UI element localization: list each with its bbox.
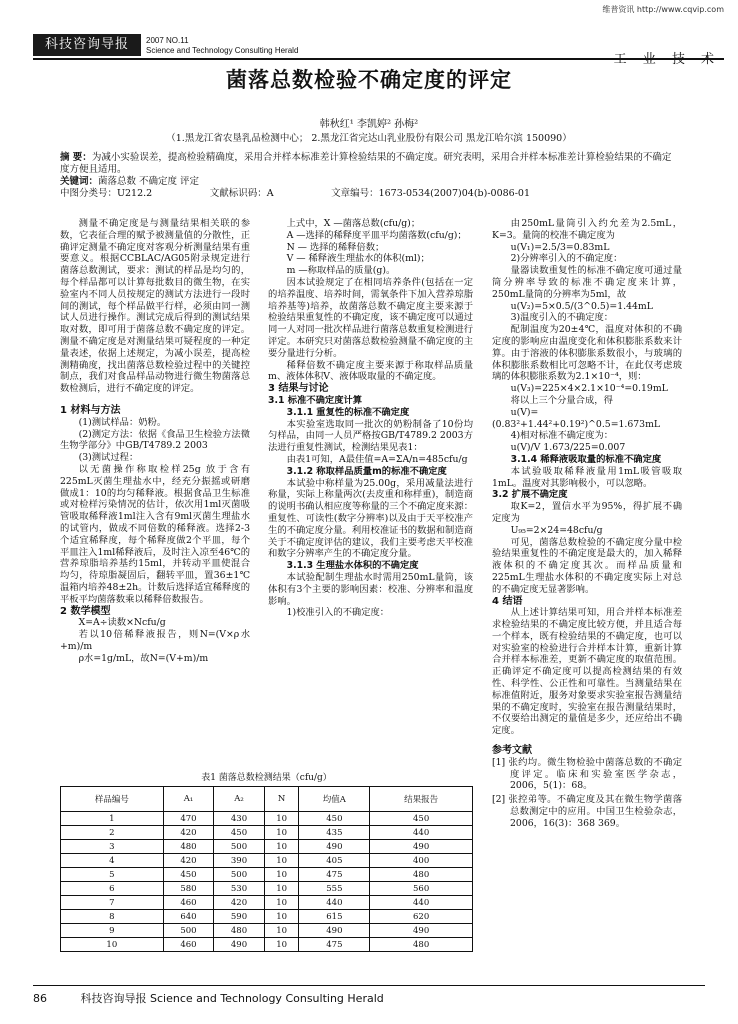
table-cell: 440	[370, 896, 473, 910]
c3-p6: 3)温度引入的不确定度：	[510, 312, 614, 324]
table-cell: 450	[214, 826, 265, 840]
c3-p7: 配制温度为20±4℃，温度对体积的不确定度的影响应由温度变化和体积膨胀系数来计算。由于溶液的体积膨胀系数很小，与玻璃的体积膨胀系数相比可忽略不计，在此仅考虑玻璃的体积膨胀系数为2.1×10⁻⁴，则：	[492, 324, 682, 383]
heading-conclusion: 4 结语	[492, 595, 523, 607]
table-caption: 表1 菌落总数检测结果（cfu/g）	[201, 773, 332, 783]
formula-1: X=A÷读数×Ncfu/g	[78, 617, 166, 629]
table-row	[61, 868, 473, 882]
table-cell: 500	[214, 868, 265, 882]
c3-p9: 将以上三个分量合成，得	[510, 394, 613, 406]
table-cell: 480	[163, 840, 214, 854]
authors: 韩秋红¹ 李凯婷² 孙梅²	[319, 119, 419, 130]
table-cell: 440	[370, 826, 473, 840]
dilution-paragraph: 稀释倍数不确定度主要来源于称取样品质量m、液体体积V、液体吸取量的不确定度。	[268, 359, 473, 383]
formula-3: ρ水=1g/mL，故N=(V+m)/m	[78, 652, 209, 664]
table-cell: 9	[61, 924, 164, 938]
footer	[33, 990, 384, 1006]
abstract-text: 为减小实验误差，提高检验精确度，采用合并样本标准差计算检验结果的不确定度。研究表明，采用合并样本标准差计算检验结果的不确定度方便且适用。	[60, 152, 672, 175]
journal-brand: 科技咨询导报	[33, 34, 141, 56]
table-cell: 620	[370, 910, 473, 924]
table-cell: 490	[214, 938, 265, 952]
c3-uv: u(V)=(0.83²+1.44²+0.19²)^0.5=1.673mL	[492, 406, 661, 430]
heading-3-1-1: 3.1.1 重复性的标准不确定度	[286, 406, 410, 418]
table-row	[61, 826, 473, 840]
abstract-label: 摘 要：	[60, 152, 92, 163]
table-row	[61, 882, 473, 896]
table-cell: 4	[61, 854, 164, 868]
table-cell: 420	[214, 896, 265, 910]
issue-number: 2007 NO.11	[146, 36, 189, 45]
c3-p11: 4)相对标准不确定度为：	[510, 430, 614, 442]
var-m: m —称取样品的质量(g)。	[286, 265, 396, 277]
table-cell: 10	[264, 826, 299, 840]
reference-list	[492, 757, 682, 830]
table-header-cell: A₁	[163, 787, 214, 812]
table-cell: 10	[264, 868, 299, 882]
table-cell: 490	[370, 924, 473, 938]
table-cell: 10	[264, 924, 299, 938]
table-header-cell: 样品编号	[61, 787, 164, 812]
mass-paragraph: 本试验中称样量为25.00g，采用减量法进行称量，实际上称量两次(去皮重和称样重)，制造商的说明书确认相应度等称量的三个不确定度来源：重复性、可读性(数字分辨率)以及由于天平校准产生的不确定度分量。利用校准证书的数据和制造商关于不确定度评估的建议，我们主要考虑天平校准和数字分辨率产生的不确定度分量。	[268, 477, 473, 560]
c3-uv3: u(V₃)=225×4×2.1×10⁻⁴=0.19mL	[510, 383, 668, 395]
table-cell: 420	[163, 854, 214, 868]
affiliation: （1.黑龙江省农垦乳品检测中心； 2.黑龙江省完达山乳业股份有限公司 黑龙江哈尔滨 150090）	[166, 133, 572, 144]
table-cell: 530	[214, 882, 265, 896]
method-item-2: (2)测定方法：依据《食品卫生检验方法微生物学部分》中GB/T4789.2 2003	[60, 428, 250, 452]
table-cell: 435	[299, 826, 370, 840]
table-cell: 390	[214, 854, 265, 868]
table-cell: 405	[299, 854, 370, 868]
table-cell: 480	[370, 938, 473, 952]
table-cell: 10	[61, 938, 164, 952]
table-cell: 490	[370, 840, 473, 854]
heading-3-2: 3.2 扩展不确定度	[492, 489, 568, 501]
table-cell: 500	[163, 924, 214, 938]
table-cell: 10	[264, 896, 299, 910]
table-block	[60, 770, 473, 952]
table-cell: 3	[61, 840, 164, 854]
site-watermark: 维普资讯 http://www.cqvip.com	[602, 5, 724, 14]
table-cell: 10	[264, 910, 299, 924]
table-cell: 640	[163, 910, 214, 924]
heading-3-1-4: 3.1.4 稀释液吸取量的标准不确定度	[510, 453, 662, 465]
table-cell: 10	[264, 938, 299, 952]
page-number: 86	[33, 992, 47, 1005]
table-row	[61, 812, 473, 826]
article-number: 文章编号：1673-0534(2007)04(b)-0086-01	[331, 188, 530, 199]
heading-math-model: 2 数学模型	[60, 605, 111, 617]
table-cell: 5	[61, 868, 164, 882]
table-cell: 475	[299, 868, 370, 882]
volume-paragraph: 本试验配制生理盐水时需用250mL量筒，该体积有3个主要的影响因素：校准、分辨率和温度影响。	[268, 571, 473, 607]
table-header-cell: N	[264, 787, 299, 812]
table-cell: 8	[61, 910, 164, 924]
table-header-row	[61, 787, 473, 812]
reference-1: [1] 张约均。微生物检验中菌落总数的不确定度评定。临床和实验室医学杂志，2006，5(1)：68。	[492, 756, 682, 792]
heading-materials-methods: 1 材料与方法	[60, 404, 121, 416]
formula-2: 若以10倍稀释液报告，则N=(V×ρ水+m)/m	[60, 629, 250, 652]
table-row	[61, 896, 473, 910]
table-cell: 615	[299, 910, 370, 924]
c3-uv2: u(V₂)=5×0.5/(3^0.5)=1.44mL	[510, 300, 653, 312]
keywords: 菌落总数 不确定度 评定	[98, 176, 200, 187]
section-tag: 工 业 技 术	[613, 52, 720, 67]
table-cell: 430	[214, 812, 265, 826]
repeatability-paragraph: 本实验室选取同一批次的奶粉制备了10份均匀样品，由同一人员严格按GB/T4789.2 2003方法进行重复性测试，检测结果见表1：	[268, 418, 473, 454]
var-n: N — 选择的稀释倍数；	[286, 241, 385, 253]
doc-code: 文献标识码：A	[209, 188, 274, 199]
calibration-item: 1)校准引入的不确定度：	[286, 607, 390, 619]
table-cell: 450	[370, 812, 473, 826]
heading-3-1: 3.1 标准不确定度计算	[268, 394, 363, 406]
table-cell: 450	[163, 868, 214, 882]
best-value: 由表1可知，A最佳值=A=ΣA/n=485cfu/g	[286, 453, 468, 465]
table-cell: 10	[264, 854, 299, 868]
table-cell: 2	[61, 826, 164, 840]
method-procedure: 以无菌操作称取检样25g 放于含有225mL灭菌生理盐水中，经充分振摇或研磨做成1：10的均匀稀释液。根据食品卫生标准或对检样污染情况的估计，依次用1ml灭菌吸管吸取稀释液1ml注入含有9ml灭菌生理盐水的试管内，做成不同倍数的稀释液。选择2-3个适宜稀释度，每个稀释度做2个平皿，每个平皿注入1ml稀释液后，及时注入凉至46℃的营养琼脂培养基约15ml，并转动平皿使混合均匀，待琼脂凝固后，翻转平皿，置36±1℃温箱内培养48±2h。计数后选择适宜稀释度的平板平均菌落数乘以稀释倍数报告。	[60, 463, 250, 605]
c3-u95: U₉₅=2×24=48cfu/g	[510, 524, 603, 536]
table-header-cell: 均值A	[299, 787, 370, 812]
var-a: A —选择的稀释度平皿平均菌落数(cfu/g)；	[286, 229, 467, 241]
footer-journal: 科技咨询导报 Science and Technology Consulting Herald	[80, 992, 384, 1005]
table-cell: 500	[214, 840, 265, 854]
table-row	[61, 938, 473, 952]
table-cell: 440	[299, 896, 370, 910]
table-cell: 480	[370, 868, 473, 882]
table-row	[61, 840, 473, 854]
table-cell: 560	[370, 882, 473, 896]
table-cell: 480	[214, 924, 265, 938]
intro-paragraph: 测量不确定度是与测量结果相关联的参数，它表征合理的赋予被测量值的分散性，正确评定测量不确定度对客观分析测量结果有重要意义。根据CCBLAC/AG05附录规定进行菌落总数测试，要求：测试的样品是均匀的，每个样品都可以计算每批数目的微生物，在实验室内不同人员按规定的测试方法进行一段时间的测试，每个样品做平行样，必须由同一测试人员进行操作。测试完成后得到的测试结果取对数，即可用于菌落总数不确定度的评定。测量不确定度是对测量结果可疑程度的一种定量表述，依据上述规定，为减小误差，提高检测精确度，找出菌落总数检验过程中的关键控制点，我们对食品样品动物进行微生物菌落总数检测后，进行不确定度的评定。	[60, 218, 250, 395]
results-table	[60, 786, 473, 952]
method-item-3: (3)测试过程：	[78, 452, 139, 464]
method-item-1: (1)测试样品：奶粉。	[78, 416, 167, 428]
table-cell: 1	[61, 812, 164, 826]
c3-uv1: u(V₁)=2.5/3=0.83mL	[510, 241, 610, 253]
table-cell: 590	[214, 910, 265, 924]
table-cell: 6	[61, 882, 164, 896]
heading-results: 3 结果与讨论	[268, 383, 329, 395]
table-row	[61, 854, 473, 868]
table-row	[61, 910, 473, 924]
heading-3-1-3: 3.1.3 生理盐水体积的不确定度	[286, 560, 419, 572]
issue-header	[146, 36, 298, 56]
header-rule	[33, 58, 724, 60]
heading-3-1-2: 3.1.2 称取样品质量m的标准不确定度	[286, 465, 447, 477]
source-paragraph: 因本试验规定了在相同培养条件(包括在一定的培养温度、培养时间，需氧条件下加入营养琼脂培养基等)培养，故菌落总数不确定度主要来源于检验结果重复性的不确定度，该不确定度可以通过同一人对同一批次样品进行菌落总数重复检测进行评定。本研究只对菌落总数检验测量不确定度的主要分量进行分析。	[268, 276, 473, 359]
heading-references: 参考文献	[492, 745, 532, 757]
abstract-block	[60, 152, 680, 200]
table-cell: 475	[299, 938, 370, 952]
column-1	[60, 218, 250, 664]
clc-number: 中图分类号：U212.2	[60, 188, 153, 199]
table-cell: 400	[370, 854, 473, 868]
table-cell: 460	[163, 896, 214, 910]
c3-p13: 本试验吸取稀释液量用1mL吸管吸取1mL。温度对其影响极小，可以忽略。	[492, 465, 682, 489]
var-x: 上式中，X —菌落总数(cfu/g)；	[286, 218, 421, 229]
table-header-cell: 结果报告	[370, 787, 473, 812]
table-cell: 450	[299, 812, 370, 826]
table-cell: 7	[61, 896, 164, 910]
c3-p16: 可见，菌落总数检验的不确定度分量中检验结果重复性的不确定度是最大的，加入稀释液体积的不确定度其次。而样品质量和225mL生理盐水体积的不确定度实际上对总的不确定度无显著影响。	[492, 536, 682, 595]
table-cell: 420	[163, 826, 214, 840]
table-header-cell: A₂	[214, 787, 265, 812]
column-2	[268, 218, 473, 619]
table-cell: 490	[299, 840, 370, 854]
table-cell: 460	[163, 938, 214, 952]
table-cell: 10	[264, 840, 299, 854]
table-cell: 10	[264, 882, 299, 896]
c3-relative: u(V)/V 1.673/225=0.007	[510, 442, 626, 454]
keywords-label: 关键词：	[60, 176, 99, 187]
table-cell: 10	[264, 812, 299, 826]
article-title: 菌落总数检验不确定度的评定	[226, 68, 512, 92]
c3-p4: 量器读数重复性的标准不确定度可通过量筒分辨率导致的标准不确定度来计算，250mL量筒的分辨率为5ml，故	[492, 265, 682, 300]
table-cell: 580	[163, 882, 214, 896]
footer-rule	[33, 985, 705, 986]
conclusion-paragraph: 从上述计算结果可知，用合并样本标准差求检验结果的不确定度比较方便，并且适合每一个样本，既有检验结果的不确定度，也可以对实验室的检验进行合并样本计算，重新计算合并样本标准差，更新不确定度的取值范围。正确评定不确定度可以提高检测结果的有效性、科学性、公正性和可靠性。当测量结果在标准值附近，服务对象要求实验室报告测量结果的不确定度时，实验室在报告测量结果时，不仅要给出测定的量值是多少，还应给出不确定度。	[492, 607, 682, 737]
table-row	[61, 924, 473, 938]
c3-p1: 由250mL量筒引入约允差为2.5mL，K=3。量筒的校准不确定度为	[492, 218, 682, 241]
journal-english: Science and Technology Consulting Herald	[146, 46, 299, 55]
var-v: V — 稀释液生理盐水的体积(ml)；	[286, 253, 430, 265]
table-cell: 470	[163, 812, 214, 826]
table-cell: 555	[299, 882, 370, 896]
c3-p14: 取K=2，置信水平为95%，得扩展不确定度为	[492, 501, 682, 524]
column-3	[492, 218, 682, 832]
table-cell: 490	[299, 924, 370, 938]
reference-2: [2] 张控弟等。不确定度及其在微生物学菌落总数测定中的应用。中国卫生检验杂志，2006，16(3)：368 369。	[492, 794, 682, 829]
c3-p3: 2)分辨率引入的不确定度：	[510, 253, 623, 265]
